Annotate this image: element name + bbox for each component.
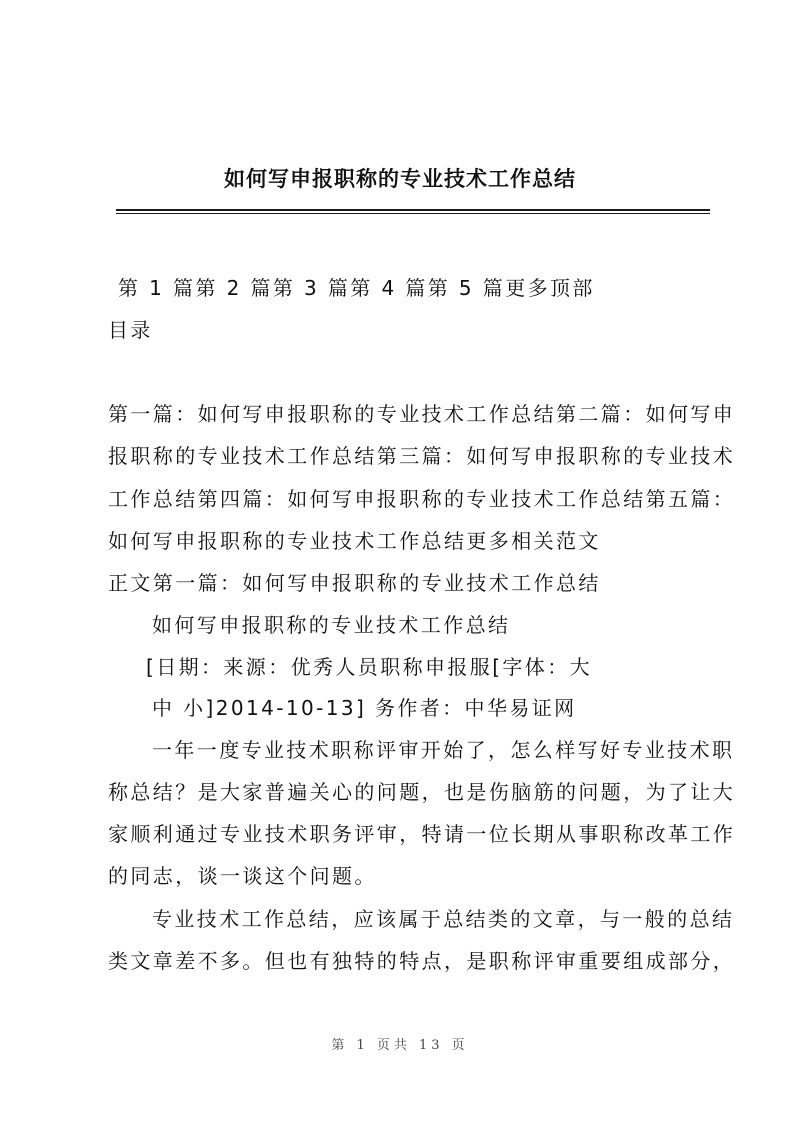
toc-line[interactable]: 工作总结第四篇：如何写申报职称的专业技术工作总结第五篇： bbox=[108, 487, 736, 511]
article-title: 如何写申报职称的专业技术工作总结 bbox=[152, 613, 511, 637]
article-meta: 中 小]2014-10-13] 务作者：中华易证网 bbox=[152, 696, 577, 720]
page-footer: 第 1 页共 13 页 bbox=[331, 1038, 469, 1053]
document-title: 如何写申报职称的专业技术工作总结 bbox=[224, 166, 576, 191]
paragraph-line: 一年一度专业技术职称评审开始了，怎么样写好专业技术职 bbox=[152, 738, 735, 762]
section-nav[interactable]: 第 1 篇第 2 篇第 3 篇第 4 篇第 5 篇更多顶部 bbox=[118, 276, 595, 300]
title-rule-thin bbox=[116, 213, 710, 214]
paragraph-line: 称总结？是大家普遍关心的问题，也是伤脑筋的问题，为了让大 bbox=[108, 780, 736, 804]
paragraph-line: 类文章差不多。但也有独特的特点，是职称评审重要组成部分， bbox=[108, 949, 736, 973]
article-meta: [日期：来源：优秀人员职称申报服[字体：大 bbox=[146, 655, 593, 679]
toc-line[interactable]: 如何写申报职称的专业技术工作总结更多相关范文 bbox=[108, 529, 601, 553]
toc-line[interactable]: 报职称的专业技术工作总结第三篇：如何写申报职称的专业技术 bbox=[108, 444, 736, 468]
body-heading: 正文第一篇：如何写申报职称的专业技术工作总结 bbox=[108, 571, 601, 595]
paragraph-line: 专业技术工作总结，应该属于总结类的文章，与一般的总结 bbox=[152, 907, 735, 931]
toc-line[interactable]: 第一篇：如何写申报职称的专业技术工作总结第二篇：如何写申 bbox=[108, 402, 736, 426]
toc-heading: 目录 bbox=[108, 318, 153, 342]
paragraph-line: 的同志，谈一谈这个问题。 bbox=[108, 864, 377, 888]
paragraph-line: 家顺利通过专业技术职务评审，特请一位长期从事职称改革工作 bbox=[108, 822, 736, 846]
title-rule bbox=[116, 209, 710, 211]
